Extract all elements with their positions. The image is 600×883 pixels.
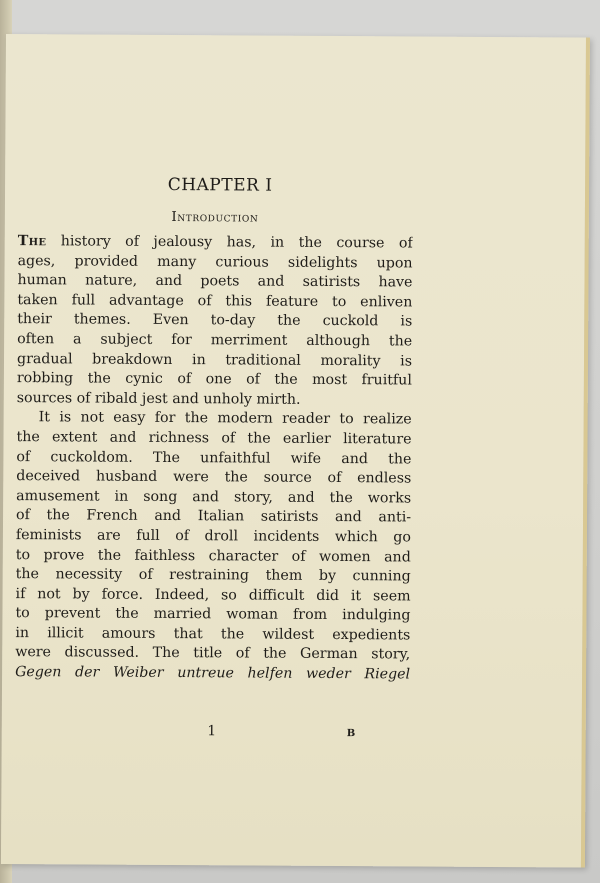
text-line: amusement in song and story, and the works (16, 487, 412, 507)
text-line: their themes. Even to-day the cuckold is (17, 311, 413, 330)
text-line: gradual breakdown in traditional morality is (16, 350, 413, 370)
chapter-subtitle: Introduction (171, 209, 259, 226)
body-text (15, 232, 413, 685)
text-line: to prevent the married woman from indulging (15, 605, 411, 624)
text-line: taken full advantage of this feature to enliven (17, 291, 413, 311)
text-line: ages, provided many curious sidelights upon (17, 252, 413, 272)
text-line: It is not easy for the modern reader to realize (38, 409, 412, 428)
text-line: were discussed. The title of the German story, (15, 644, 411, 663)
lead-word: The (17, 233, 47, 250)
text-line: sources of ribald jest and unholy mirth. (16, 389, 301, 408)
text-line: deceived husband were the source of endless (16, 468, 412, 487)
text-line: feminists are full of droll incidents which go (15, 526, 411, 546)
text-line: to prove the faithless character of women and (15, 546, 411, 565)
text-line: robbing the cynic of one of the most fruitful (16, 370, 412, 389)
chapter-heading: CHAPTER I (167, 174, 273, 196)
page-number: 1 (207, 723, 217, 740)
book-page (1, 34, 590, 868)
text-line: if not by force. Indeed, so difficult did it seem (15, 585, 411, 605)
signature-mark: B (346, 728, 356, 740)
text-line: of the French and Italian satirists and anti- (16, 507, 412, 526)
text-line: The history of jealousy has, in the course of (17, 233, 413, 252)
text-line: in illicit amours that the wildest expedients (15, 624, 411, 644)
text-line: human nature, and poets and satirists have (17, 272, 413, 291)
text-line: the extent and richness of the earlier literature (16, 429, 412, 448)
text-line: of cuckoldom. The unfaithful wife and the (16, 448, 412, 468)
text-line: often a subject for merriment although the (17, 331, 413, 350)
text-line: the necessity of restraining them by cunning (15, 566, 411, 585)
italic-title-line: Gegen der Weiber untreue helfen weder Riegel (15, 664, 411, 683)
